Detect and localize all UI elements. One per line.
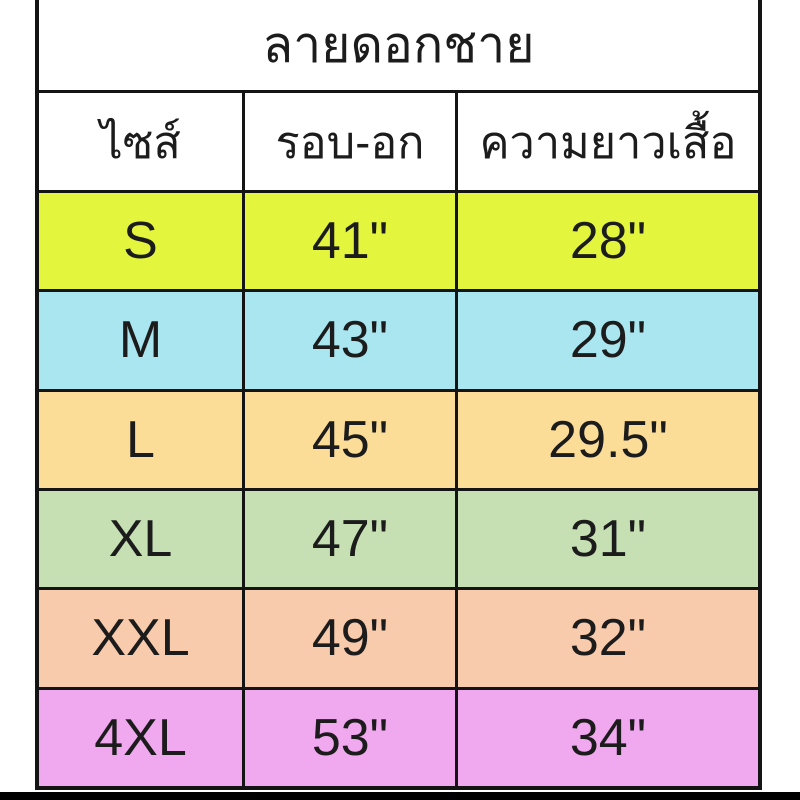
length-cell: 28": [569, 212, 647, 271]
chest-cell: 47": [245, 491, 458, 587]
header-shirt-length: ความยาวเสื้อ: [479, 116, 737, 168]
length-cell: 29": [569, 311, 647, 370]
length-cell: 29.5": [548, 410, 668, 469]
table-row: [39, 292, 758, 391]
chest-cell: 53": [245, 690, 458, 786]
chart-title: ลายดอกชาย: [39, 0, 758, 93]
chest-cell: 49": [245, 590, 458, 686]
chest-cell: 45": [245, 392, 458, 488]
size-chart-table: [35, 0, 762, 790]
table-row: [39, 193, 758, 292]
length-cell: 31": [569, 510, 647, 569]
chest-cell: 43": [245, 292, 458, 388]
bottom-black-bar: [0, 792, 800, 800]
size-cell: M: [39, 292, 245, 388]
table-row: [39, 392, 758, 491]
header-size: ไซส์: [39, 93, 245, 190]
size-cell: XXL: [39, 590, 245, 686]
header-chest: รอบ-อก: [245, 93, 458, 190]
length-cell: 34": [569, 708, 647, 767]
table-row: [39, 491, 758, 590]
size-cell: S: [39, 193, 245, 289]
length-cell: 32": [569, 609, 647, 668]
table-header-row: [39, 93, 758, 193]
table-row: [39, 690, 758, 786]
chest-cell: 41": [245, 193, 458, 289]
table-row: [39, 590, 758, 689]
size-cell: L: [39, 392, 245, 488]
size-cell: 4XL: [39, 690, 245, 786]
size-cell: XL: [39, 491, 245, 587]
